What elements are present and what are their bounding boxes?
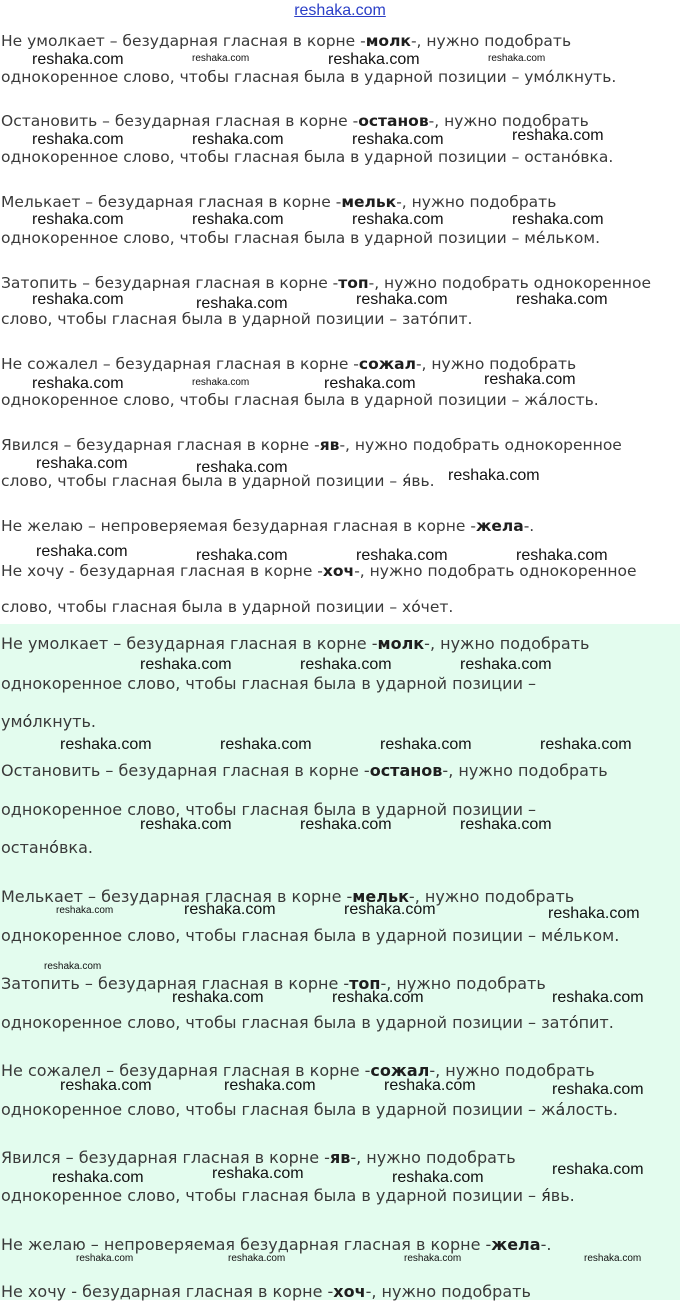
watermark: reshaka.com	[192, 377, 250, 388]
watermark: reshaka.com	[76, 1253, 134, 1264]
text-line: однокоренное слово, чтобы гласная была в ударной позиции – остано́вка.	[1, 148, 614, 166]
stressed-vowel: о́	[570, 148, 581, 166]
text-line: слово, чтобы гласная была в ударной позиции – я́вь.	[1, 472, 435, 490]
text-line: слово, чтобы гласная была в ударной позиции – хо́чет.	[1, 598, 454, 616]
root: топ	[349, 974, 381, 993]
stressed-vowel: о́	[428, 310, 439, 328]
root: молк	[365, 32, 411, 50]
watermark: reshaka.com	[44, 961, 102, 972]
stressed-vowel: о́	[568, 1013, 579, 1032]
root: мельк	[352, 887, 409, 906]
watermark: reshaka.com	[352, 131, 444, 148]
watermark: reshaka.com	[344, 901, 436, 918]
text-line: Затопить – безударная гласная в корне -топ-, нужно подобрать однокоренное	[1, 274, 651, 292]
watermark: reshaka.com	[324, 375, 416, 392]
watermark: reshaka.com	[552, 1081, 644, 1098]
text-line: Не хочу - безударная гласная в корне -хоч-, нужно подобрать однокоренное	[1, 562, 637, 580]
answer-section-white	[0, 0, 680, 624]
watermark: reshaka.com	[548, 905, 640, 922]
watermark: reshaka.com	[512, 211, 604, 228]
watermark: reshaka.com	[192, 131, 284, 148]
text-line: слово, чтобы гласная была в ударной позиции – зато́пит.	[1, 310, 473, 328]
watermark: reshaka.com	[300, 656, 392, 673]
text-line: остано́вка.	[1, 838, 93, 857]
watermark: reshaka.com	[140, 816, 232, 833]
text-line: Явился – безударная гласная в корне -яв-, нужно подобрать однокоренное	[1, 436, 622, 454]
watermark: reshaka.com	[192, 53, 250, 64]
watermark: reshaka.com	[184, 901, 276, 918]
watermark: reshaka.com	[196, 459, 288, 476]
watermark: reshaka.com	[192, 211, 284, 228]
stressed-vowel: е́	[535, 229, 546, 247]
root: жела	[475, 517, 524, 535]
root: молк	[377, 634, 425, 653]
root: хоч	[322, 562, 355, 580]
text-line: Остановить – безударная гласная в корне -останов-, нужно подобрать	[1, 761, 608, 780]
stressed-vowel: а́	[538, 391, 548, 409]
watermark: reshaka.com	[356, 547, 448, 564]
watermark: reshaka.com	[60, 736, 152, 753]
text-line: Мелькает – безударная гласная в корне -мельк-, нужно подобрать	[1, 887, 575, 906]
stressed-vowel: я́	[402, 472, 412, 490]
watermark: reshaka.com	[460, 656, 552, 673]
stressed-vowel: я́	[541, 1186, 551, 1205]
text-line: Не сожалел – безударная гласная в корне -сожал-, нужно подобрать	[1, 355, 577, 373]
stressed-vowel: о́	[545, 68, 555, 86]
text-line: однокоренное слово, чтобы гласная была в ударной позиции – жа́лость.	[1, 1100, 619, 1119]
watermark: reshaka.com	[584, 1253, 642, 1264]
watermark: reshaka.com	[32, 131, 124, 148]
text-line: однокоренное слово, чтобы гласная была в ударной позиции – умо́лкнуть.	[1, 68, 617, 86]
watermark: reshaka.com	[52, 1169, 144, 1186]
watermark: reshaka.com	[384, 1077, 476, 1094]
text-line: однокоренное слово, чтобы гласная была в ударной позиции – жа́лость.	[1, 391, 599, 409]
text-line: Мелькает – безударная гласная в корне -мельк-, нужно подобрать	[1, 193, 557, 211]
watermark: reshaka.com	[56, 905, 114, 916]
root: мельк	[341, 193, 397, 211]
watermark: reshaka.com	[220, 736, 312, 753]
site-link[interactable]: reshaka.com	[294, 2, 386, 19]
text-line: однокоренное слово, чтобы гласная была в ударной позиции – ме́льком.	[1, 926, 620, 945]
watermark: reshaka.com	[540, 736, 632, 753]
root: хоч	[333, 1282, 366, 1301]
watermark: reshaka.com	[484, 371, 576, 388]
watermark: reshaka.com	[36, 543, 128, 560]
watermark: reshaka.com	[300, 816, 392, 833]
root: останов	[369, 761, 443, 780]
text-line: Остановить – безударная гласная в корне -останов-, нужно подобрать	[1, 112, 589, 130]
root: сожал	[370, 1061, 430, 1080]
stressed-vowel: о́	[411, 598, 421, 616]
watermark: reshaka.com	[512, 127, 604, 144]
watermark: reshaka.com	[196, 295, 288, 312]
watermark: reshaka.com	[228, 1253, 286, 1264]
watermark: reshaka.com	[552, 989, 644, 1006]
text-line: Не желаю – непроверяемая безударная гласная в корне -жела-.	[1, 1235, 552, 1254]
text-line: однокоренное слово, чтобы гласная была в ударной позиции – ме́льком.	[1, 229, 601, 247]
watermark: reshaka.com	[352, 211, 444, 228]
watermark: reshaka.com	[460, 816, 552, 833]
watermark: reshaka.com	[448, 467, 540, 484]
root: жела	[491, 1235, 541, 1254]
watermark: reshaka.com	[392, 1169, 484, 1186]
watermark: reshaka.com	[196, 547, 288, 564]
root: сожал	[358, 355, 416, 373]
text-line: Не сожалел – безударная гласная в корне -сожал-, нужно подобрать	[1, 1061, 595, 1080]
watermark: reshaka.com	[172, 989, 264, 1006]
watermark: reshaka.com	[32, 375, 124, 392]
watermark: reshaka.com	[516, 547, 608, 564]
watermark: reshaka.com	[32, 211, 124, 228]
text-line: умо́лкнуть.	[1, 712, 96, 731]
root: яв	[329, 1148, 351, 1167]
watermark: reshaka.com	[404, 1253, 462, 1264]
answer-section-green	[0, 624, 680, 1300]
text-line: однокоренное слово, чтобы гласная была в ударной позиции – я́вь.	[1, 1186, 575, 1205]
watermark: reshaka.com	[380, 736, 472, 753]
root: топ	[338, 274, 369, 292]
watermark: reshaka.com	[516, 291, 608, 308]
text-line: Затопить – безударная гласная в корне -топ-, нужно подобрать	[1, 974, 546, 993]
stressed-vowel: о́	[49, 838, 59, 857]
watermark: reshaka.com	[32, 51, 124, 68]
watermark: reshaka.com	[224, 1077, 316, 1094]
watermark: reshaka.com	[356, 291, 448, 308]
text-line: Явился – безударная гласная в корне -яв-, нужно подобрать	[1, 1148, 516, 1167]
text-line: Не хочу - безударная гласная в корне -хоч-, нужно подобрать	[1, 1282, 531, 1301]
text-line: Не умолкает – безударная гласная в корне -молк-, нужно подобрать	[1, 634, 590, 653]
watermark: reshaka.com	[60, 1077, 152, 1094]
stressed-vowel: о́	[22, 712, 33, 731]
watermark: reshaka.com	[212, 1165, 304, 1182]
root: яв	[319, 436, 340, 454]
text-line: однокоренное слово, чтобы гласная была в ударной позиции – зато́пит.	[1, 1013, 614, 1032]
text-line: Не умолкает – безударная гласная в корне -молк-, нужно подобрать	[1, 32, 572, 50]
watermark: reshaka.com	[552, 1161, 644, 1178]
watermark: reshaka.com	[36, 455, 128, 472]
text-line: однокоренное слово, чтобы гласная была в ударной позиции –	[1, 800, 537, 819]
stressed-vowel: а́	[555, 1100, 566, 1119]
text-line: однокоренное слово, чтобы гласная была в ударной позиции –	[1, 674, 537, 693]
watermark: reshaka.com	[488, 53, 546, 64]
watermark: reshaka.com	[328, 51, 420, 68]
root: останов	[358, 112, 429, 130]
stressed-vowel: е́	[553, 926, 564, 945]
watermark: reshaka.com	[332, 989, 424, 1006]
watermark: reshaka.com	[32, 291, 124, 308]
text-line: Не желаю – непроверяемая безударная гласная в корне -жела-.	[1, 517, 535, 535]
watermark: reshaka.com	[140, 656, 232, 673]
